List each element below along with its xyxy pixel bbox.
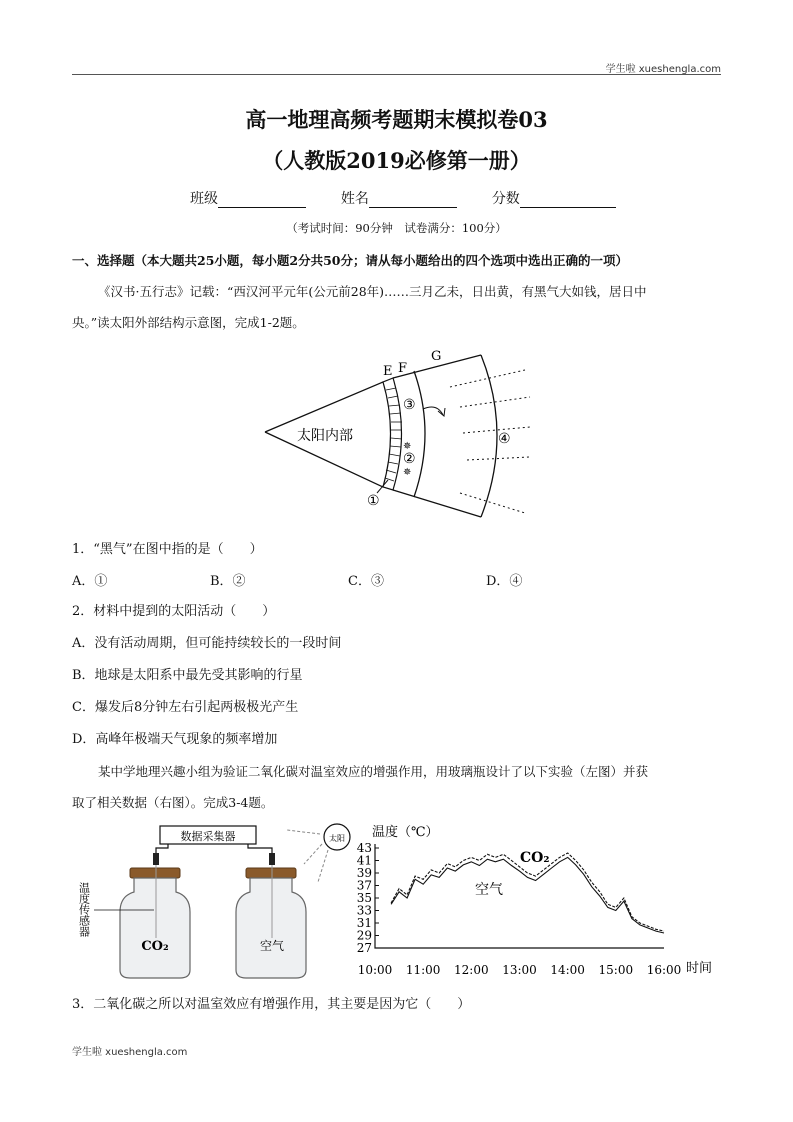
question-2: 2．材料中提到的太阳活动（ ） bbox=[72, 604, 276, 619]
footer-site: 学生啦 xueshengla.com bbox=[72, 1047, 188, 1058]
mark-3: ③ bbox=[403, 397, 416, 413]
eruption-arrow bbox=[423, 407, 443, 415]
material-2-line2: 取了相关数据（右图）。完成3-4题。 bbox=[72, 795, 274, 810]
class-blank[interactable] bbox=[218, 193, 306, 208]
label-f: F bbox=[398, 361, 408, 376]
mark-1: ① bbox=[367, 493, 380, 509]
series-label-air: 空气 bbox=[475, 882, 503, 898]
q1-option-d[interactable]: D．④ bbox=[486, 574, 523, 589]
y-tick-label: 39 bbox=[356, 866, 372, 880]
material-2-line1: 某中学地理兴趣小组为验证二氧化碳对温室效应的增强作用，用玻璃瓶设计了以下实验（左图）并获 bbox=[98, 764, 649, 779]
x-tick-label: 11:00 bbox=[405, 963, 441, 977]
sun-structure-figure bbox=[255, 345, 540, 530]
q2-option-a[interactable]: A．没有活动周期，但可能持续较长的一段时间 bbox=[72, 636, 342, 651]
x-axis bbox=[358, 963, 682, 977]
temperature-chart bbox=[350, 822, 730, 982]
svg-text:温度传感器: 温度传感器 bbox=[77, 882, 91, 937]
series-label-co2: CO₂ bbox=[520, 850, 550, 866]
x-tick-label: 16:00 bbox=[646, 963, 682, 977]
name-label: 姓名 bbox=[340, 191, 369, 207]
section-heading: 一、选择题（本大题共25小题，每小题2分共50分；请从每小题给出的四个选项中选出正确的一项） bbox=[72, 253, 628, 268]
material-1-line2: 央。”读太阳外部结构示意图，完成1-2题。 bbox=[72, 315, 305, 330]
x-tick-label: 10:00 bbox=[357, 963, 393, 977]
y-tick-label: 27 bbox=[356, 941, 372, 955]
score-blank[interactable] bbox=[520, 193, 616, 208]
q1-option-a[interactable]: A．① bbox=[72, 574, 108, 589]
air-jar bbox=[236, 878, 306, 978]
sun-label: 太阳 bbox=[329, 834, 345, 843]
q1-option-c[interactable]: C．③ bbox=[348, 574, 384, 589]
x-tick-label: 14:00 bbox=[550, 963, 585, 977]
header-rule bbox=[72, 74, 721, 75]
sensor-label bbox=[78, 882, 91, 938]
name-blank[interactable] bbox=[369, 193, 457, 208]
flare-icon: ✵ bbox=[403, 467, 412, 478]
question-3: 3．二氧化碳之所以对温室效应有增强作用，其主要是因为它（ ） bbox=[72, 997, 471, 1012]
y-tick-label: 43 bbox=[356, 841, 372, 855]
y-tick-label: 41 bbox=[356, 853, 372, 868]
exam-note: （考试时间：90分钟 试卷满分：100分） bbox=[286, 221, 507, 235]
q2-option-b[interactable]: B．地球是太阳系中最先受其影响的行星 bbox=[72, 668, 303, 683]
co2-jar bbox=[120, 878, 190, 978]
label-g: G bbox=[431, 349, 442, 364]
jar-lid bbox=[246, 868, 296, 878]
co2-jar-label: CO₂ bbox=[141, 939, 169, 954]
chart-xlabel: 时间 bbox=[686, 961, 713, 976]
q2-option-d[interactable]: D．高峰年极端天气现象的频率增加 bbox=[72, 732, 278, 747]
q1-option-b[interactable]: B．② bbox=[210, 574, 246, 589]
q2-option-c[interactable]: C．爆发后8分钟左右引起两极极光产生 bbox=[72, 700, 299, 715]
y-axis bbox=[357, 841, 664, 955]
material-2 bbox=[72, 756, 722, 818]
chromosphere-boundary bbox=[414, 371, 425, 497]
x-tick-label: 13:00 bbox=[502, 963, 537, 977]
y-tick-label: 29 bbox=[356, 928, 372, 943]
photosphere-band bbox=[383, 378, 402, 490]
corona-boundary bbox=[481, 355, 497, 517]
experiment-figure bbox=[72, 820, 362, 985]
student-info bbox=[190, 188, 616, 208]
page-title: 高一地理高频考题期末模拟卷03 bbox=[245, 107, 548, 132]
y-tick-label: 37 bbox=[356, 878, 372, 893]
class-label: 班级 bbox=[190, 191, 218, 207]
x-tick-label: 15:00 bbox=[598, 963, 634, 977]
y-tick-label: 35 bbox=[356, 891, 372, 905]
material-1-line1: 《汉书·五行志》记载：“西汉河平元年(公元前28年)……三月乙未，日出黄，有黑气大如钱，居日中 bbox=[98, 284, 647, 299]
y-tick-label: 31 bbox=[356, 916, 372, 930]
mark-2: ② bbox=[403, 451, 416, 467]
x-tick-label: 12:00 bbox=[454, 963, 489, 977]
series-line-air bbox=[391, 857, 664, 933]
score-label: 分数 bbox=[491, 191, 520, 207]
data-collector-label: 数据采集器 bbox=[180, 830, 236, 843]
y-tick-label: 33 bbox=[356, 903, 372, 918]
air-jar-label: 空气 bbox=[259, 939, 285, 953]
page-subtitle: （人教版2019必修第一册） bbox=[262, 148, 531, 173]
label-e: E bbox=[383, 364, 393, 379]
jar-lid bbox=[130, 868, 180, 878]
mark-4: ④ bbox=[498, 431, 511, 447]
material-1 bbox=[72, 276, 722, 338]
label-sun-interior: 太阳内部 bbox=[297, 428, 353, 444]
header-site: 学生啦 xueshengla.com bbox=[605, 64, 721, 75]
chart-ylabel: 温度（℃） bbox=[372, 825, 439, 840]
flare-icon: ✵ bbox=[403, 441, 412, 452]
outer-edges bbox=[393, 355, 481, 517]
question-1: 1．“黑气”在图中指的是（ ） bbox=[72, 542, 263, 557]
